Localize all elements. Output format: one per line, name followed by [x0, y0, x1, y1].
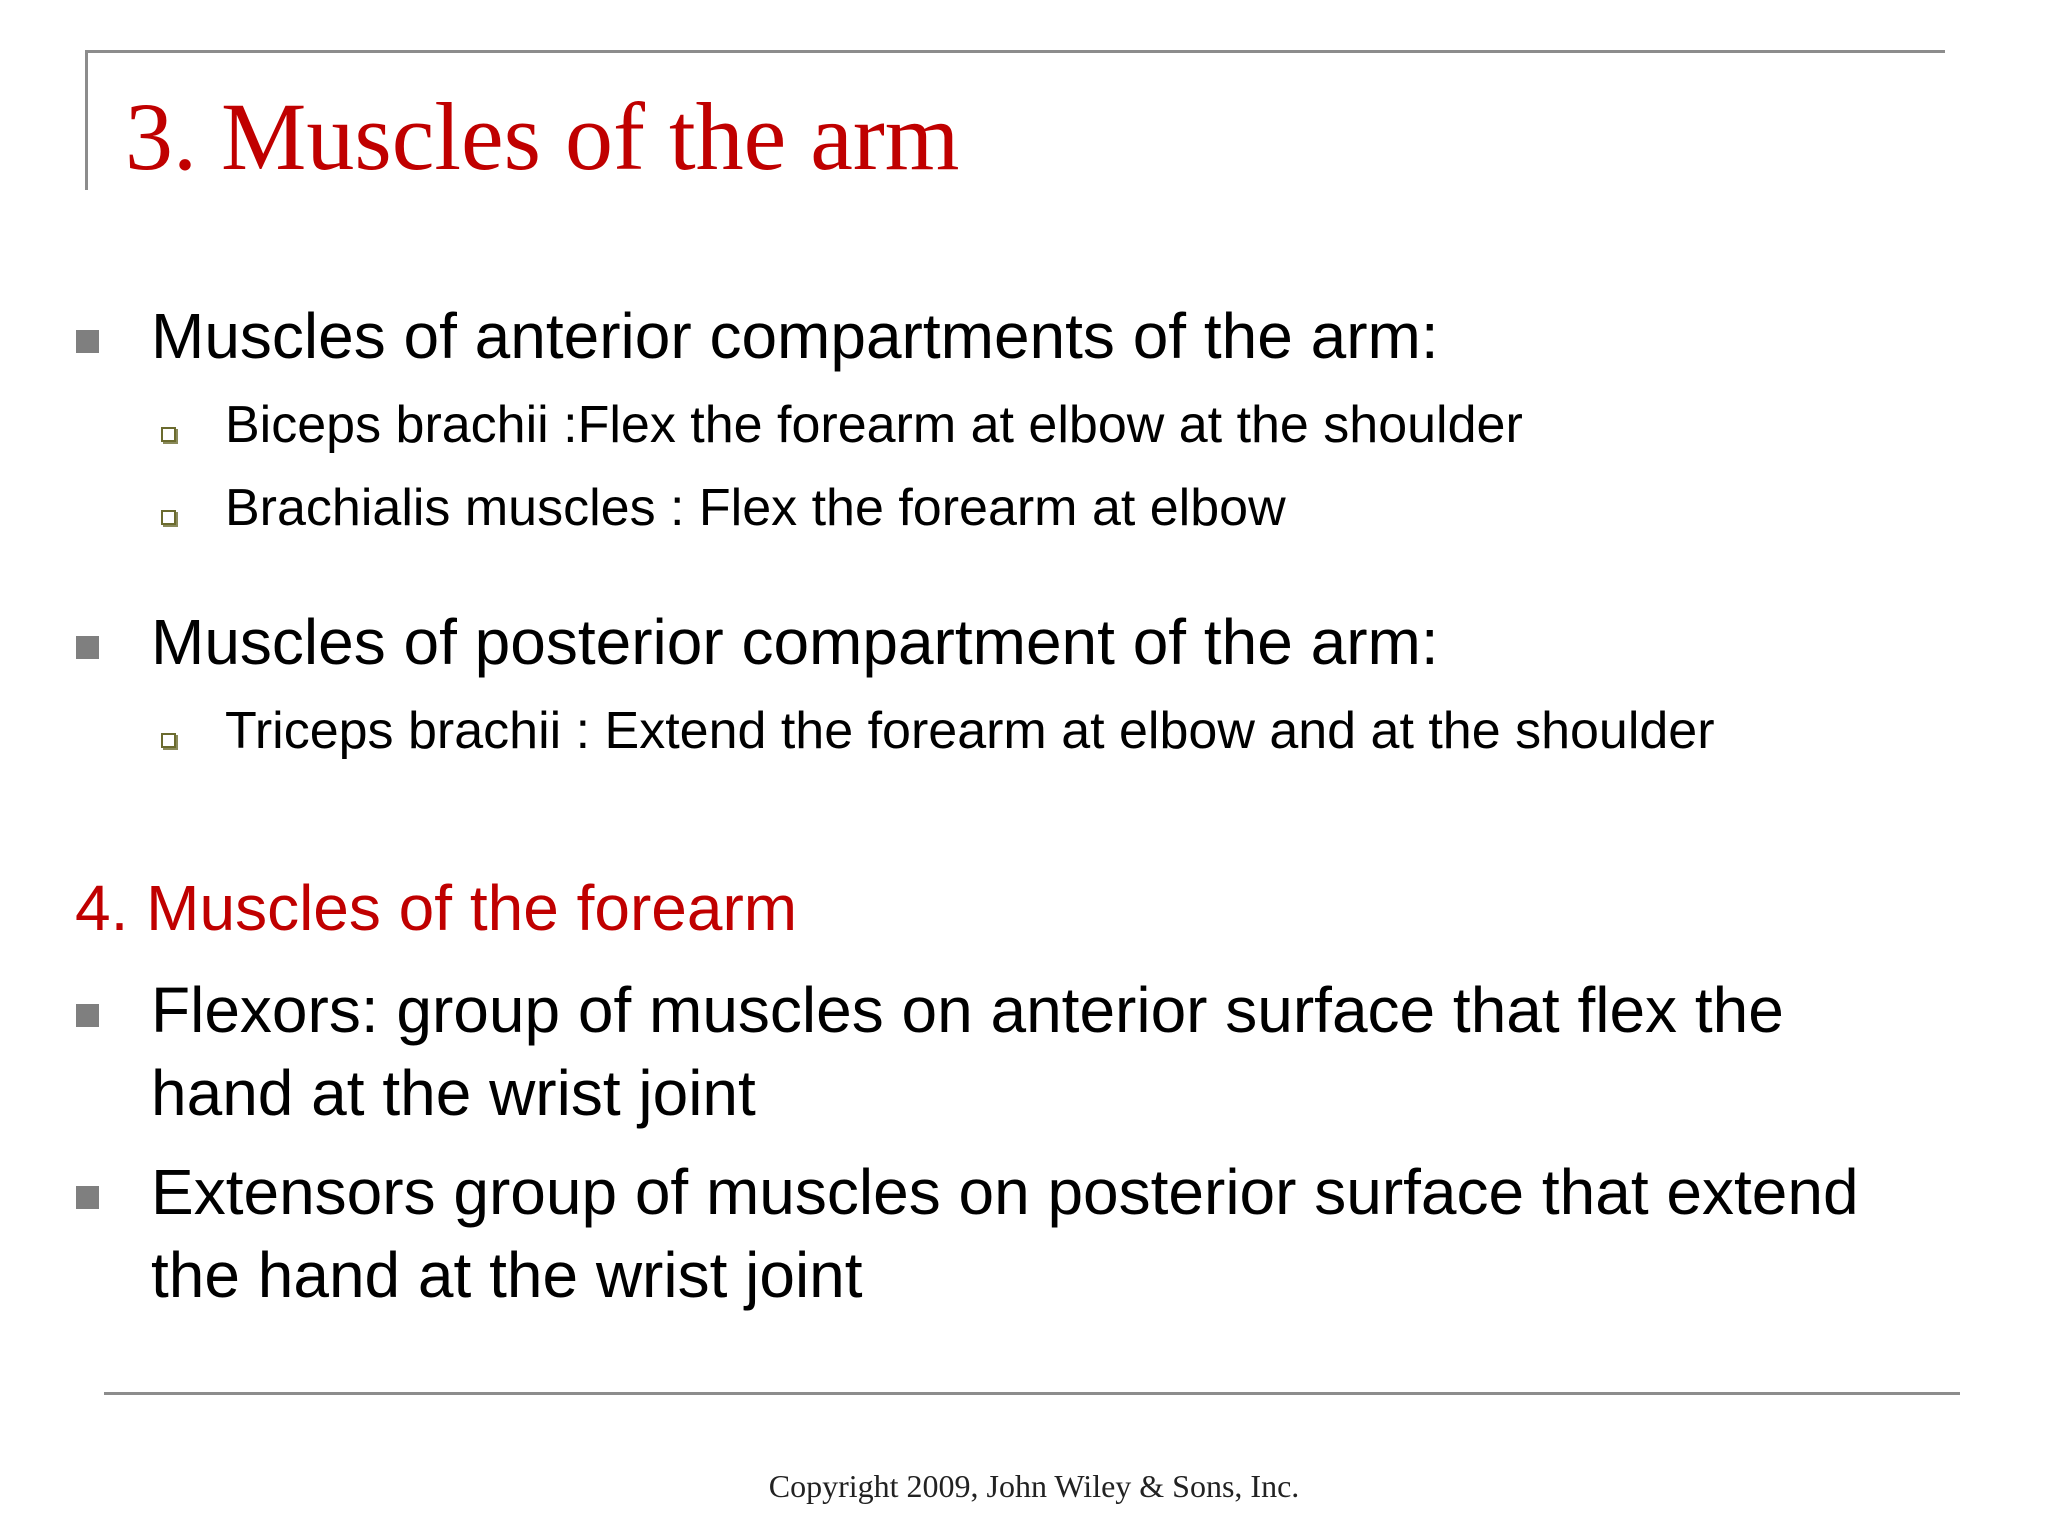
bullet-anterior-compartment: Muscles of anterior compartments of the arm: — [151, 300, 1439, 372]
title-frame-left-rule — [85, 50, 88, 190]
bullet-flexors-line-2: hand at the wrist joint — [151, 1057, 756, 1129]
hollow-square-bullet-icon — [161, 733, 176, 748]
sub-bullet-brachialis: Brachialis muscles : Flex the forearm at elbow — [225, 479, 1286, 537]
bullet-extensors-line-2: the hand at the wrist joint — [151, 1239, 863, 1311]
square-bullet-icon — [76, 330, 99, 353]
bullet-extensors-line-1: Extensors group of muscles on posterior surface that extend — [151, 1156, 1859, 1228]
footer-divider — [104, 1392, 1960, 1395]
section-heading-forearm: 4. Muscles of the forearm — [75, 872, 798, 944]
square-bullet-icon — [76, 1004, 99, 1027]
bullet-posterior-compartment: Muscles of posterior compartment of the arm: — [151, 606, 1439, 678]
sub-bullet-triceps: Triceps brachii : Extend the forearm at elbow and at the shoulder — [225, 702, 1715, 760]
square-bullet-icon — [76, 636, 99, 659]
title-frame-top-rule — [85, 50, 1945, 53]
square-bullet-icon — [76, 1186, 99, 1209]
hollow-square-bullet-icon — [161, 427, 176, 442]
slide-title: 3. Muscles of the arm — [125, 83, 960, 190]
bullet-flexors-line-1: Flexors: group of muscles on anterior surface that flex the — [151, 974, 1784, 1046]
sub-bullet-biceps: Biceps brachii :Flex the forearm at elbow at the shoulder — [225, 396, 1523, 454]
hollow-square-bullet-icon — [161, 510, 176, 525]
copyright-footer: Copyright 2009, John Wiley & Sons, Inc. — [768, 1468, 1300, 1504]
